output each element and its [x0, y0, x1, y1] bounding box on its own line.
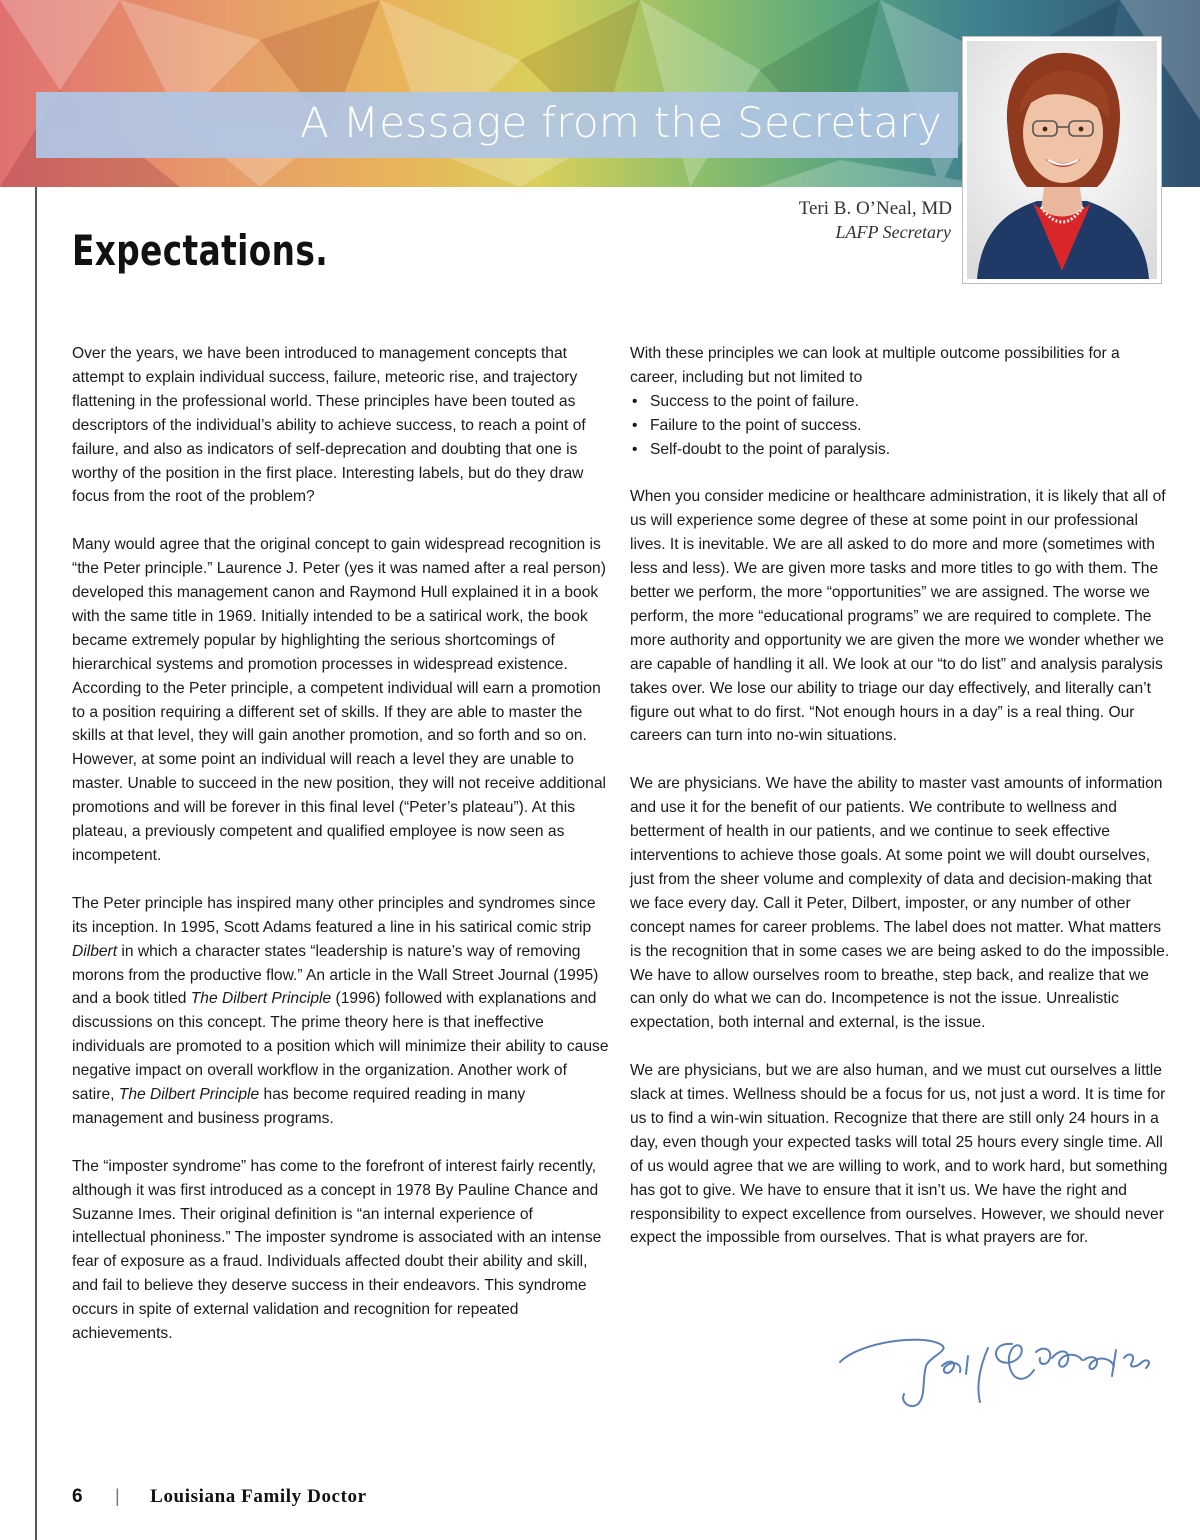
paragraph	[72, 892, 610, 1131]
list-item: • Self-doubt to the point of paralysis.	[630, 438, 1170, 462]
footer-separator: |	[115, 1486, 120, 1506]
paragraph: Over the years, we have been introduced to management concepts that attempt to explain individual success, failure, meteoric rise, and trajectory flattening in the professional world. These principles have been touted as descriptors of the individual’s ability to achieve success, to reach a point of failure, and also as indicators of self-deprecation and doubting that one is worthy of the position in the first place. Interesting labels, but do they draw focus from the root of the problem?	[72, 345, 586, 506]
publication-name: Louisiana Family Doctor	[150, 1486, 367, 1507]
article-headline: Expectations.	[72, 226, 329, 275]
paragraph: The “imposter syndrome” has come to the forefront of interest fairly recently, although it was first introduced as a concept in 1978 By Pauline Chance and Suzanne Imes. Their original definition is “an internal experience of intellectual phoniness.” The imposter syndrome is associated with an intense fear of exposure as a fraud. Individuals affected doubt their ability and skill, and fail to believe they deserve success in their endeavors. This syndrome occurs in spite of external validation and recognition for repeated achievements.	[72, 1157, 602, 1343]
article-column-right	[630, 342, 1170, 1274]
page-footer	[72, 1486, 367, 1510]
author-name: Teri B. O’Neal, MD	[798, 198, 952, 219]
list-item: • Failure to the point of success.	[630, 414, 1170, 438]
text-run: has become required reading in many management and business programs.	[72, 1086, 526, 1127]
text-run: (1996) followed with explanations and discussions on this concept. The prime theory here is that ineffective individuals are promoted to a position which will minimize their ability to cause negative impact on overall workflow in the organization. Another work of satire,	[72, 990, 609, 1104]
paragraph: We are physicians, but we are also human, and we must cut ourselves a little slack at times. Wellness should be a focus for us, not just a word. It is time for us to find a win-win situation. Recognize that there are still only 24 hours in a day, even though your expected tasks will total 25 hours every single time. All of us would agree that we are willing to work, and to work hard, but something has got to give. We have to ensure that it isn’t us. We have the right and responsibility to expect excellence from ourselves. However, we should never expect the impossible from ourselves. That is what prayers are for.	[630, 1062, 1168, 1247]
italic-title: The Dilbert Principle	[118, 1086, 260, 1104]
section-title: A Message from the Secretary	[300, 98, 942, 147]
italic-title: The Dilbert Principle	[190, 990, 332, 1008]
handwritten-signature-icon	[830, 1322, 1160, 1414]
author-photo	[962, 36, 1162, 284]
text-run: The Peter principle has inspired many other principles and syndromes since its inception. In 1995, Scott Adams featured a line in his satirical comic strip	[72, 894, 596, 936]
signature	[830, 1322, 1160, 1414]
author-role: LAFP Secretary	[835, 222, 951, 242]
paragraph: With these principles we can look at multiple outcome possibilities for a career, including but not limited to	[630, 345, 1120, 386]
paragraph: We are physicians. We have the ability to master vast amounts of information and use it for the benefit of our patients. We contribute to wellness and betterment of health in our patients, and we continue to seek effective interventions to achieve those goals. At some point we will doubt ourselves, just from the sheer volume and complexity of data and decision-making that we face every day. Call it Peter, Dilbert, imposter, or any number of other concept names for career problems. The label does not matter. What matters is the recognition that in some cases we are being asked to do the impossible. We have to allow ourselves room to breathe, step back, and realize that we can only do what we can do. Incompetence is not the issue. Unrealistic expectation, both internal and external, is the issue.	[630, 775, 1170, 1032]
left-margin-rule	[35, 187, 37, 1540]
text-run: in which a character states “leadership is nature’s way of removing morons from the productive flow.” An article in the Wall Street Journal (1995) and a book titled	[72, 942, 599, 1008]
article-column-left	[72, 342, 610, 1370]
paragraph: When you consider medicine or healthcare administration, it is likely that all of us will experience some degree of these at some point in our professional lives. It is inevitable. We are all asked to do more and more (sometimes with less and less). We are given more tasks and more titles to go with them. The better we perform, the more “opportunities” we are assigned. The worse we perform, the more “educational programs” we are required to complete. The more authority and opportunity we are given the more we wonder whether we are capable of handling it all. We look at our “to do list” and analysis paralysis takes over. We lose our ability to triage our day effectively, and literally can’t figure out what to do first. “Not enough hours in a day” is a real thing. Our careers can turn into no-win situations.	[630, 488, 1166, 745]
author-portrait-icon	[967, 41, 1157, 279]
italic-title: Dilbert	[72, 942, 118, 960]
list-item: • Success to the point of failure.	[630, 390, 1170, 414]
bullet-list	[630, 390, 1170, 462]
page-number: 6	[72, 1486, 83, 1507]
paragraph: Many would agree that the original concept to gain widespread recognition is “the Peter principle.” Laurence J. Peter (yes it was named after a real person) developed this management canon and Raymond Hull explained it in a book with the same title in 1969. Initially intended to be a satirical work, the book became extremely popular by highlighting the serious shortcomings of hierarchical systems and promotion processes in widespread existence. According to the Peter principle, a competent individual will earn a promotion to a position requiring a different set of skills. If they are able to master the skills at that level, they will gain another promotion, and so forth and so on. However, at some point an individual will reach a level they are unable to master. Unable to succeed in the new position, they will not receive additional promotions and will be forever in this final level (“Peter’s plateau”). At this plateau, a previously competent and qualified employee is now seen as incompetent.	[72, 536, 606, 865]
title-band	[36, 92, 958, 158]
